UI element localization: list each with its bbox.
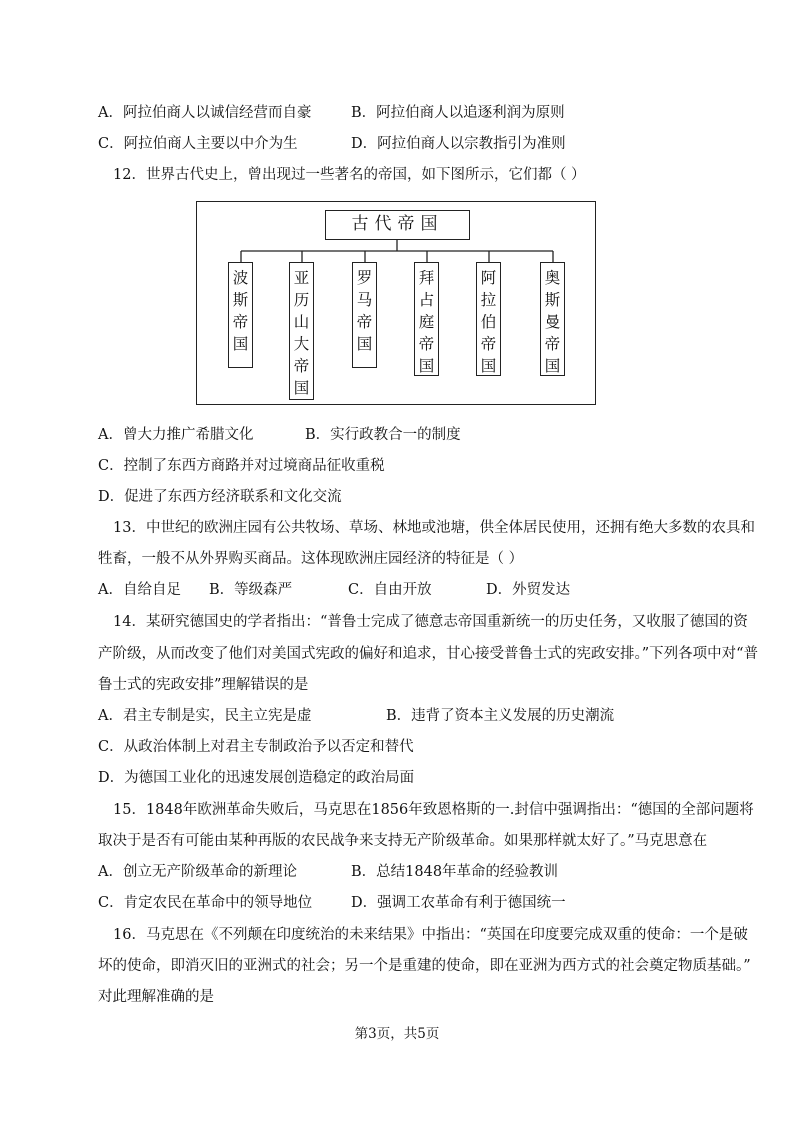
q13-stem-line-1: 13．中世纪的欧洲庄园有公共牧场、草场、林地或池塘，供全体居民使用，还拥有绝大多数的农具和	[113, 520, 755, 536]
q12-option-a: A．曾大力推广希腊文化	[98, 427, 254, 443]
q15-option-b: B．总结1848年革命的经验教训	[351, 864, 559, 880]
diagram-box-alexander-empire: 亚历山大帝国	[289, 262, 314, 400]
q11-option-b: B．阿拉伯商人以追逐利润为原则	[351, 105, 565, 121]
q15-stem-line-1: 15．1848年欧洲革命失败后，马克思在1856年致恩格斯的一.封信中强调指出：“德国的全部问题将	[113, 802, 754, 818]
q12-option-b: B．实行政教合一的制度	[305, 427, 461, 443]
q15-option-d: D．强调工农革命有利于德国统一	[351, 895, 566, 911]
q15-option-a: A．创立无产阶级革命的新理论	[98, 864, 297, 880]
diagram-root-box: 古代帝国	[325, 210, 470, 240]
q14-option-c: C．从政治体制上对君主专制政治予以否定和替代	[98, 739, 414, 755]
empire-diagram	[196, 201, 596, 405]
q16-stem-line-3: 对此理解准确的是	[98, 989, 214, 1005]
q15-stem-line-2: 取决于是否有可能由某种再版的农民战争来支持无产阶级革命。如果那样就太好了。”马克思意在	[98, 833, 708, 849]
diagram-box-byzantine-empire: 拜占庭帝国	[414, 262, 439, 376]
q12-option-c: C．控制了东西方商路并对过境商品征收重税	[98, 458, 385, 474]
q14-stem-line-1: 14．某研究德国史的学者指出：“普鲁士完成了德意志帝国重新统一的历史任务，又收服了德国的资	[113, 614, 748, 630]
q16-stem-line-2: 坏的使命，即消灭旧的亚洲式的社会；另一个是重建的使命，即在亚洲为西方式的社会奠定物质基础。”	[98, 958, 751, 974]
diagram-box-persian-empire: 波斯帝国	[228, 262, 253, 368]
q13-option-a: A．自给自足	[98, 582, 181, 598]
q14-option-d: D．为德国工业化的迅速发展创造稳定的政治局面	[98, 770, 415, 786]
q14-option-b: B．违背了资本主义发展的历史潮流	[386, 708, 615, 724]
diagram-box-arab-empire: 阿拉伯帝国	[476, 262, 501, 376]
q16-stem-line-1: 16．马克思在《不列颠在印度统治的未来结果》中指出：“英国在印度要完成双重的使命：一个是破	[113, 927, 748, 943]
q13-option-d: D．外贸发达	[486, 582, 571, 598]
q13-option-b: B．等级森严	[209, 582, 293, 598]
q14-stem-line-3: 鲁士式的宪政安排”理解错误的是	[98, 677, 309, 693]
diagram-box-ottoman-empire: 奥斯曼帝国	[540, 262, 565, 376]
q12-stem: 12．世界古代史上，曾出现过一些著名的帝国，如下图所示，它们都（ ）	[113, 167, 586, 183]
q15-option-c: C．肯定农民在革命中的领导地位	[98, 895, 313, 911]
q12-option-d: D．促进了东西方经济联系和文化交流	[98, 489, 342, 505]
q11-option-d: D．阿拉伯商人以宗教指引为准则	[351, 136, 566, 152]
q11-option-c: C．阿拉伯商人主要以中介为生	[98, 136, 298, 152]
page-footer: 第3页，共5页	[354, 1026, 440, 1042]
q13-stem-line-2: 牲畜，一般不从外界购买商品。这体现欧洲庄园经济的特征是（ ）	[98, 551, 524, 567]
q13-option-c: C．自由开放	[348, 582, 432, 598]
diagram-box-roman-empire: 罗马帝国	[352, 262, 377, 368]
q14-stem-line-2: 产阶级，从而改变了他们对美国式宪政的偏好和追求，甘心接受普鲁士式的宪政安排。”下列各项中对“普	[98, 646, 759, 662]
q14-option-a: A．君主专制是实，民主立宪是虚	[98, 708, 312, 724]
q11-option-a: A．阿拉伯商人以诚信经营而自豪	[98, 105, 312, 121]
